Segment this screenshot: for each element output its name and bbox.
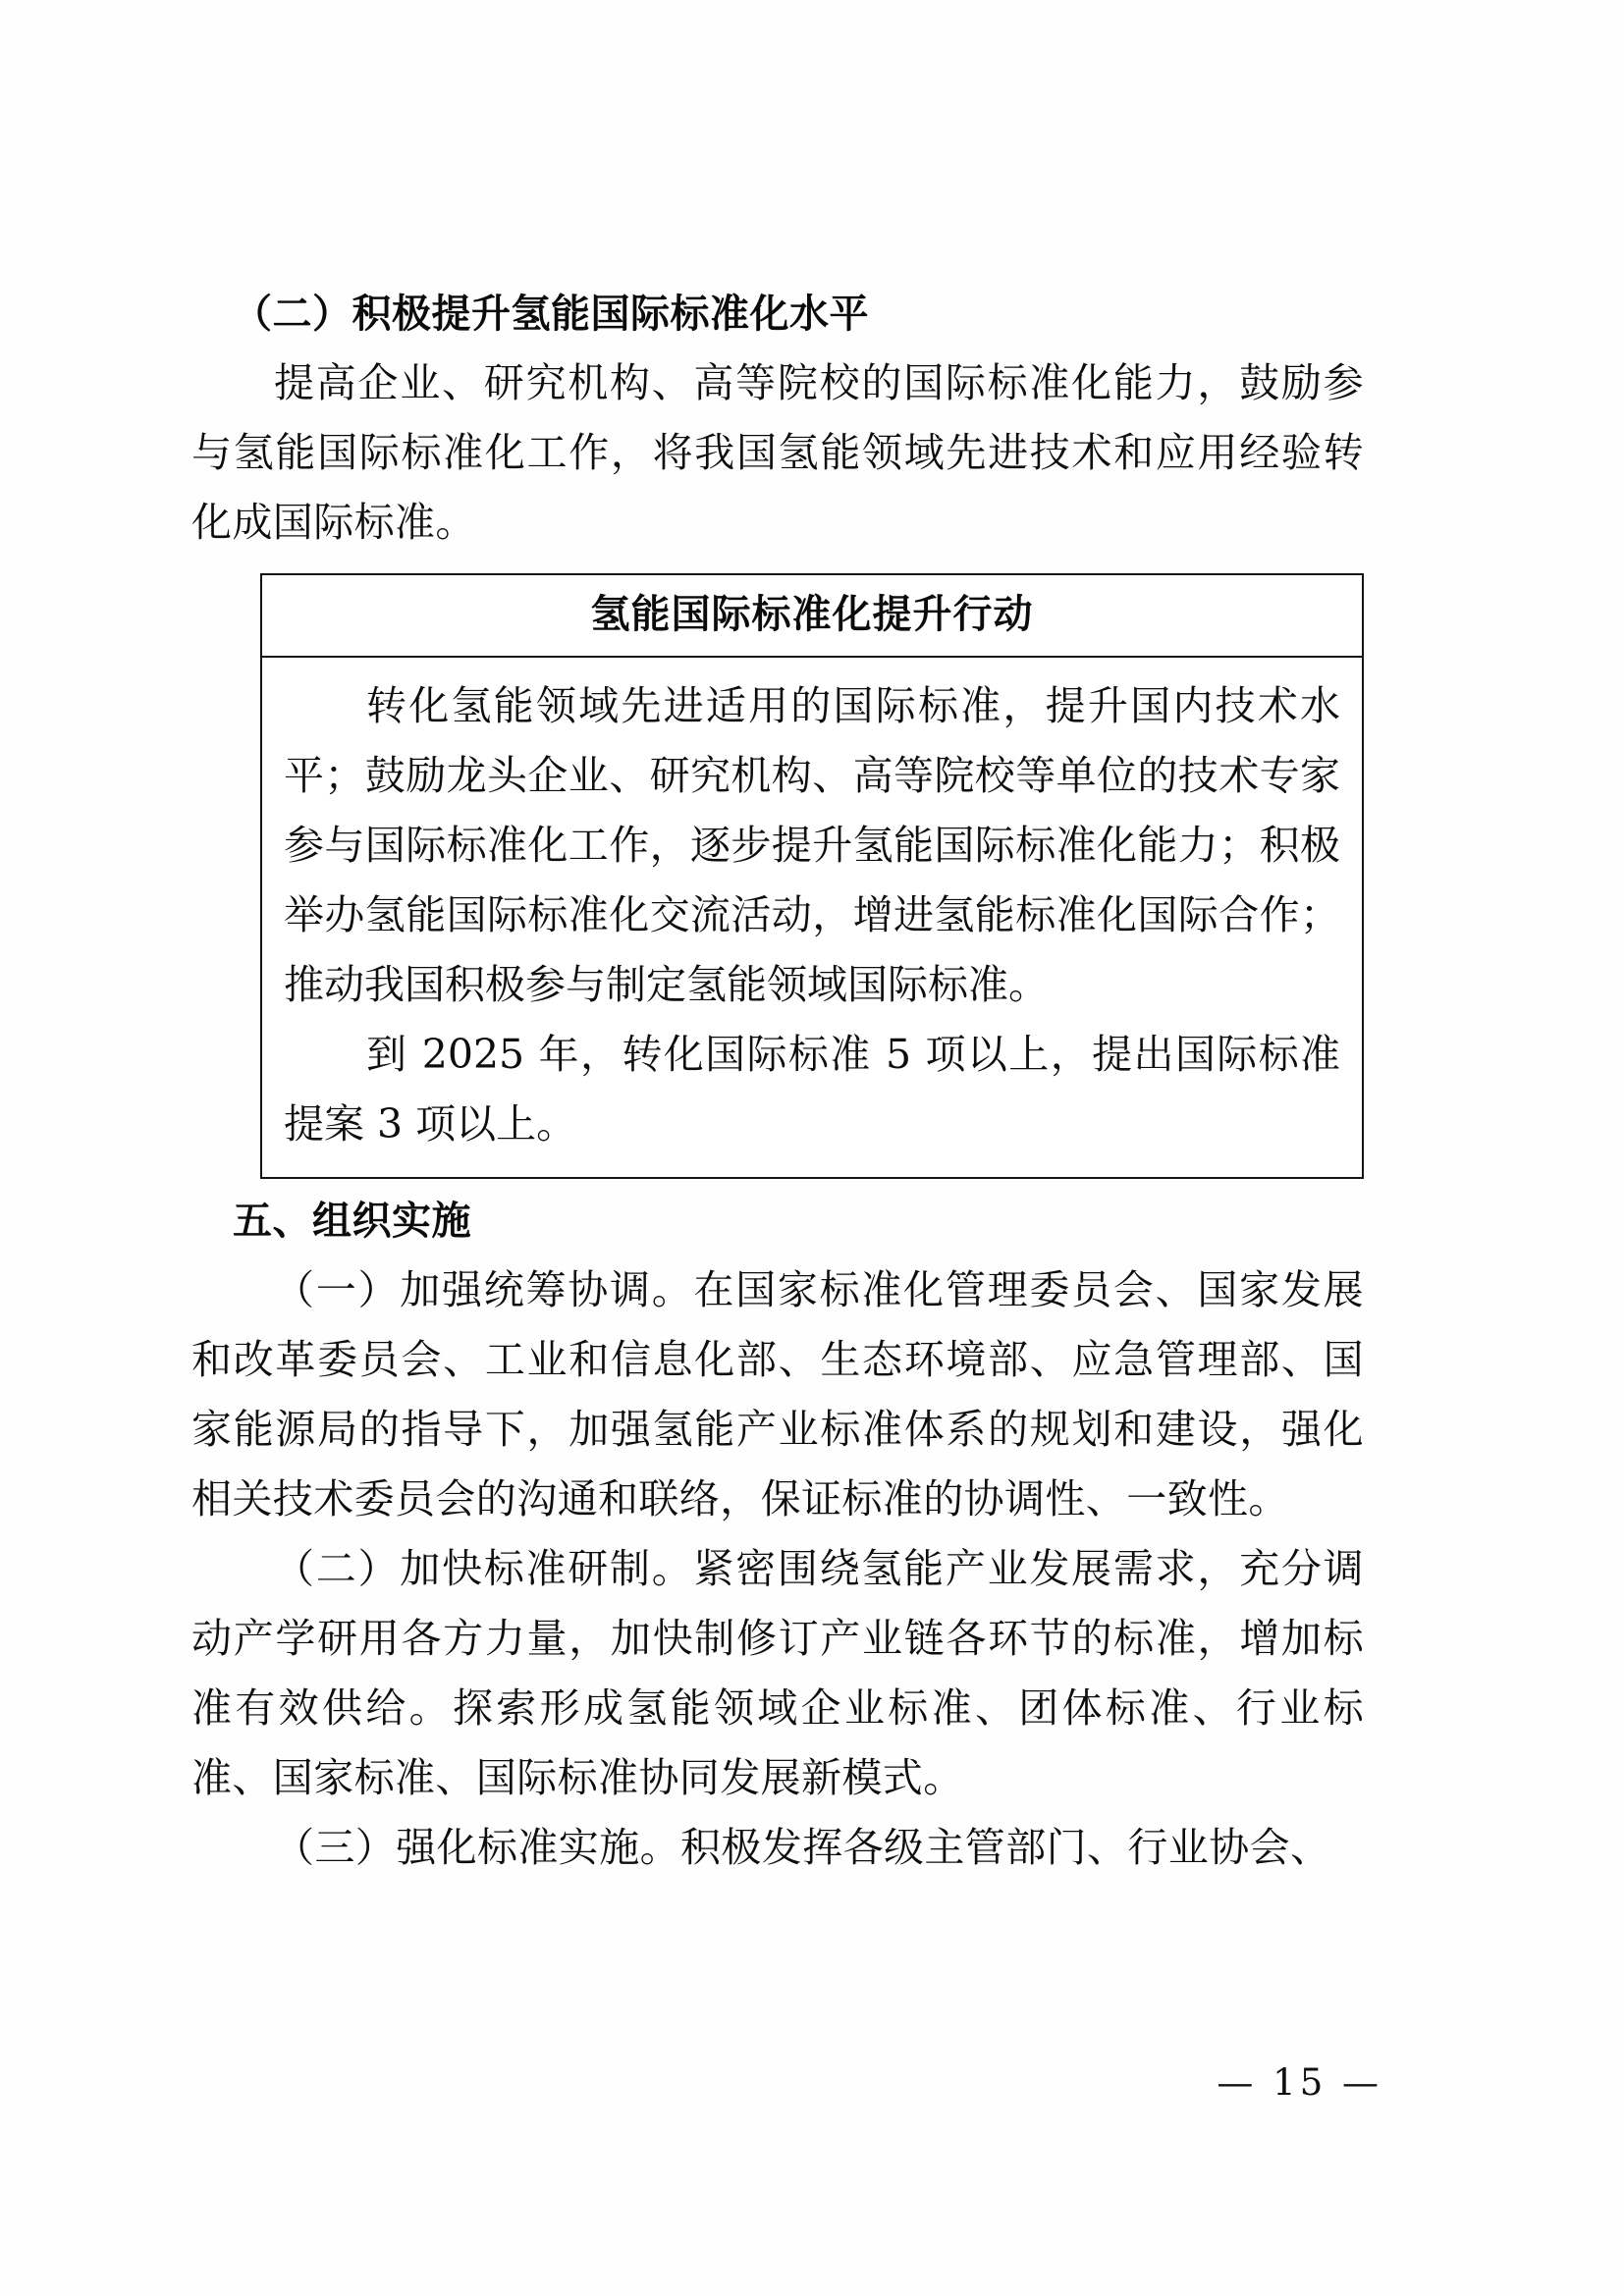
paragraph-intro: 提高企业、研究机构、高等院校的国际标准化能力，鼓励参与氢能国际标准化工作，将我国氢能领域先进技术和应用经验转化成国际标准。 [191,359,1364,546]
paragraph-item-two: （二）加快标准研制。紧密围绕氢能产业发展需求，充分调动产学研用各方力量，加快制修订产业链各环节的标准，增加标准有效供给。探索形成氢能领域企业标准、团体标准、行业标准、国家标准、国际标准协同发展新模式。 [191,1545,1364,1801]
paragraph-item-one: （一）加强统筹协调。在国家标准化管理委员会、国家发展和改革委员会、工业和信息化部、生态环境部、应急管理部、国家能源局的指导下，加强氢能产业标准体系的规划和建设，强化相关技术委员会的沟通和联络，保证标准的协调性、一致性。 [191,1266,1364,1522]
page-number: — 15 — [1217,2061,1382,2104]
action-box-paragraph-1: 转化氢能领域先进适用的国际标准，提升国内技术水平；鼓励龙头企业、研究机构、高等院校等单位的技术专家参与国际标准化工作，逐步提升氢能国际标准化能力；积极举办氢能国际标准化交流活动，增进氢能标准化国际合作；推动我国积极参与制定氢能领域国际标准。 [284,682,1340,1008]
section-heading-two: （二）积极提升氢能国际标准化水平 [233,292,869,337]
action-box-body [262,658,1362,1177]
paragraph-item-three: （三）强化标准实施。积极发挥各级主管部门、行业协会、 [274,1824,1331,1871]
action-box-title: 氢能国际标准化提升行动 [262,575,1362,658]
action-box [260,573,1364,1179]
section-heading-five: 五、组织实施 [233,1199,471,1244]
action-box-paragraph-2: 到 2025 年，转化国际标准 5 项以上，提出国际标准提案 3 项以上。 [284,1031,1340,1148]
